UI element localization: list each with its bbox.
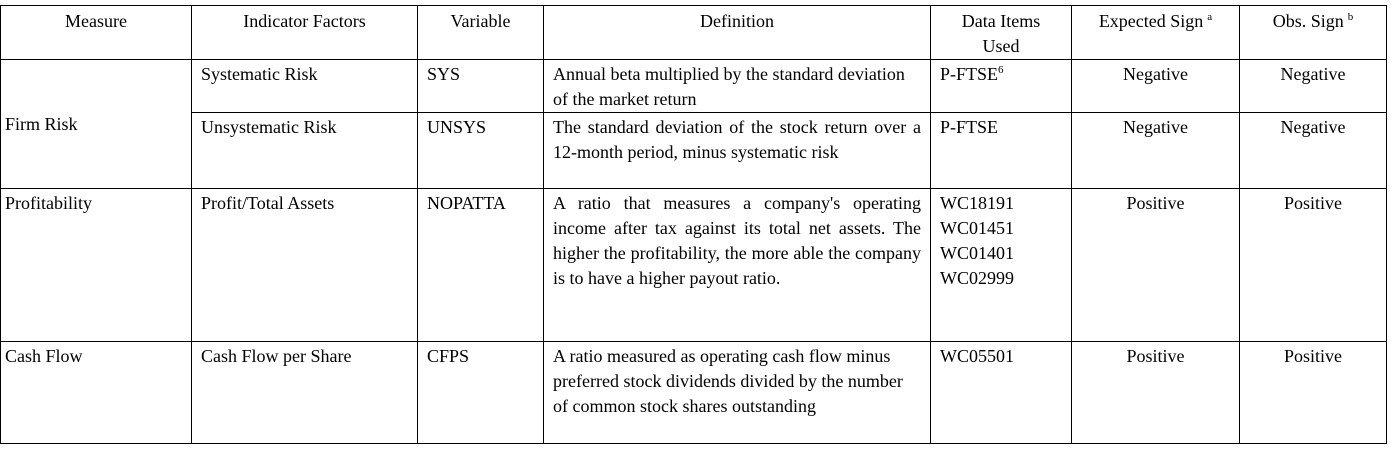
data-item: WC02999 (940, 268, 1014, 288)
cell-measure: Firm Risk (1, 60, 192, 189)
footnote-marker-6: 6 (998, 64, 1004, 76)
cell-data-items: WC05501 (931, 342, 1072, 444)
cell-indicator: Profit/Total Assets (192, 189, 418, 342)
cell-indicator: Cash Flow per Share (192, 342, 418, 444)
cell-expected-sign: Negative (1072, 60, 1240, 113)
cell-observed-sign: Negative (1240, 113, 1387, 189)
cell-variable: NOPATTA (418, 189, 544, 342)
header-observed-sign (1240, 6, 1387, 60)
cell-observed-sign: Positive (1240, 342, 1387, 444)
header-row (1, 6, 1387, 60)
data-item: WC01451 (940, 218, 1014, 238)
cell-variable: UNSYS (418, 113, 544, 189)
cell-data-items (931, 60, 1072, 113)
footnote-marker-b: b (1347, 11, 1354, 23)
footnote-marker-a: a (1207, 11, 1213, 23)
header-data-items (931, 6, 1072, 60)
cell-indicator: Systematic Risk (192, 60, 418, 113)
cell-data-items (931, 189, 1072, 342)
table-row (1, 189, 1387, 342)
data-item: WC01401 (940, 243, 1014, 263)
header-expected-sign (1072, 6, 1240, 60)
cell-variable: SYS (418, 60, 544, 113)
table-row (1, 60, 1387, 113)
cell-data-items: P-FTSE (931, 113, 1072, 189)
cell-expected-sign: Positive (1072, 189, 1240, 342)
header-indicator-factors: Indicator Factors (192, 6, 418, 60)
table-row (1, 342, 1387, 444)
variables-table (0, 5, 1387, 444)
header-observed-label: Obs. Sign (1272, 11, 1344, 31)
header-expected-label: Expected Sign (1098, 11, 1204, 31)
header-data-items-line1: Data Items (961, 11, 1041, 31)
header-definition: Definition (544, 6, 931, 60)
data-item: P-FTSE (940, 64, 999, 84)
cell-indicator: Unsystematic Risk (192, 113, 418, 189)
cell-measure: Cash Flow (1, 342, 192, 444)
cell-definition: Annual beta multiplied by the standard deviation of the market return (544, 60, 931, 113)
cell-definition: The standard deviation of the stock return over a 12-month period, minus systematic risk (544, 113, 931, 189)
header-measure: Measure (1, 6, 192, 60)
cell-measure: Profitability (1, 189, 192, 342)
header-variable: Variable (418, 6, 544, 60)
cell-definition: A ratio that measures a company's operating income after tax against its total net assets. The higher the profitability, the more able the company is to have a higher payout ratio. (544, 189, 931, 342)
cell-definition: A ratio measured as operating cash flow minus preferred stock dividends divided by the number of common stock shares outstanding (544, 342, 931, 444)
data-item: WC18191 (940, 193, 1014, 213)
cell-variable: CFPS (418, 342, 544, 444)
cell-observed-sign: Positive (1240, 189, 1387, 342)
cell-expected-sign: Negative (1072, 113, 1240, 189)
table-row (1, 113, 1387, 189)
cell-expected-sign: Positive (1072, 342, 1240, 444)
header-data-items-line2: Used (982, 36, 1020, 56)
cell-observed-sign: Negative (1240, 60, 1387, 113)
